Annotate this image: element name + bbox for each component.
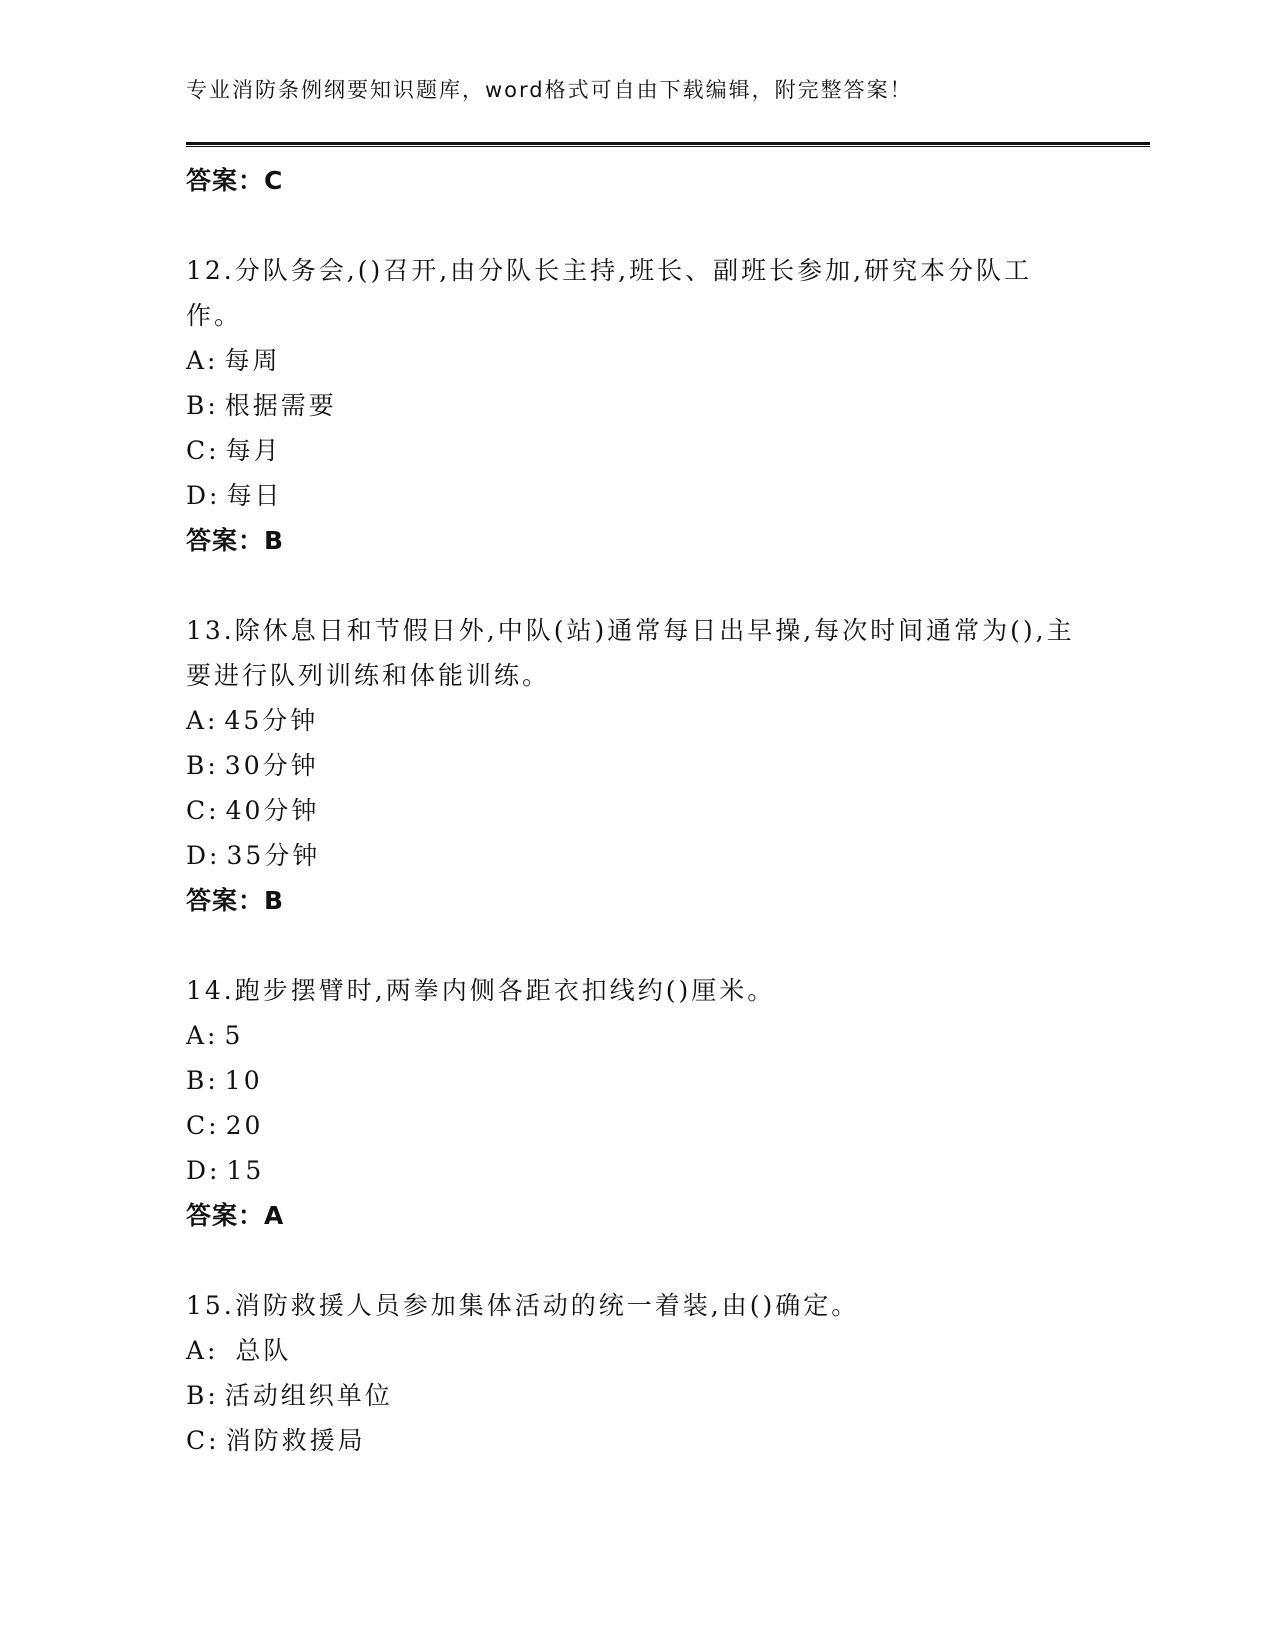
option-a — [186, 698, 1086, 743]
option-text: 45分钟 — [224, 706, 319, 735]
option-text: 消防救援局 — [225, 1426, 366, 1455]
option-text: 总队 — [224, 1336, 292, 1365]
option-b — [186, 1373, 1086, 1418]
option-text: 10 — [224, 1066, 263, 1095]
option-text: 20 — [225, 1111, 264, 1140]
option-key: A: — [186, 1336, 219, 1365]
answer-line: 答案：C — [186, 166, 284, 195]
option-c — [186, 1418, 1086, 1463]
spacer — [186, 923, 1086, 968]
page-header: 专业消防条例纲要知识题库，word格式可自由下载编辑，附完整答案！ — [186, 78, 913, 102]
question-stem: 12.分队务会,()召开,由分队长主持,班长、副班长参加,研究本分队工作。 — [186, 256, 1033, 330]
option-b — [186, 383, 1086, 428]
question-block — [186, 248, 1086, 563]
option-text: 5 — [224, 1021, 244, 1050]
answer-line: 答案：B — [186, 886, 285, 915]
option-key: B: — [186, 1381, 219, 1410]
question-stem: 13.除休息日和节假日外,中队(站)通常每日出早操,每次时间通常为(),主要进行队列训练和体能训练。 — [186, 616, 1075, 690]
option-c — [186, 788, 1086, 833]
option-key: A: — [186, 706, 219, 735]
option-text: 35分钟 — [226, 841, 321, 870]
option-text: 30分钟 — [224, 751, 319, 780]
header-rule — [186, 142, 1150, 147]
option-text: 15 — [226, 1156, 265, 1185]
option-text: 40分钟 — [225, 796, 320, 825]
option-key: A: — [186, 1021, 219, 1050]
option-key: B: — [186, 1066, 219, 1095]
option-b — [186, 1058, 1086, 1103]
question-block — [186, 608, 1086, 923]
option-a — [186, 1013, 1086, 1058]
spacer — [186, 563, 1086, 608]
option-c — [186, 1103, 1086, 1148]
option-key: C: — [186, 436, 220, 465]
option-d — [186, 473, 1086, 518]
option-a — [186, 1328, 1086, 1373]
option-key: C: — [186, 1111, 220, 1140]
option-c — [186, 428, 1086, 473]
question-stem: 14.跑步摆臂时,两拳内侧各距衣扣线约()厘米。 — [186, 976, 776, 1005]
option-text: 每日 — [226, 481, 283, 510]
option-text: 每月 — [225, 436, 282, 465]
option-key: A: — [186, 346, 219, 375]
question-block — [186, 968, 1086, 1238]
option-a — [186, 338, 1086, 383]
answer-line: 答案：A — [186, 1201, 285, 1230]
option-key: D: — [186, 481, 221, 510]
option-key: B: — [186, 391, 219, 420]
question-block — [186, 1283, 1086, 1463]
option-key: B: — [186, 751, 219, 780]
option-key: D: — [186, 1156, 221, 1185]
spacer — [186, 203, 1086, 248]
question-list — [186, 158, 1086, 1463]
question-stem: 15.消防救援人员参加集体活动的统一着装,由()确定。 — [186, 1291, 860, 1320]
option-key: C: — [186, 796, 220, 825]
option-text: 活动组织单位 — [224, 1381, 393, 1410]
option-text: 每周 — [224, 346, 281, 375]
option-d — [186, 833, 1086, 878]
option-key: D: — [186, 841, 221, 870]
option-b — [186, 743, 1086, 788]
option-key: C: — [186, 1426, 220, 1455]
option-text: 根据需要 — [224, 391, 337, 420]
answer-line: 答案：B — [186, 526, 285, 555]
spacer — [186, 1238, 1086, 1283]
option-d — [186, 1148, 1086, 1193]
